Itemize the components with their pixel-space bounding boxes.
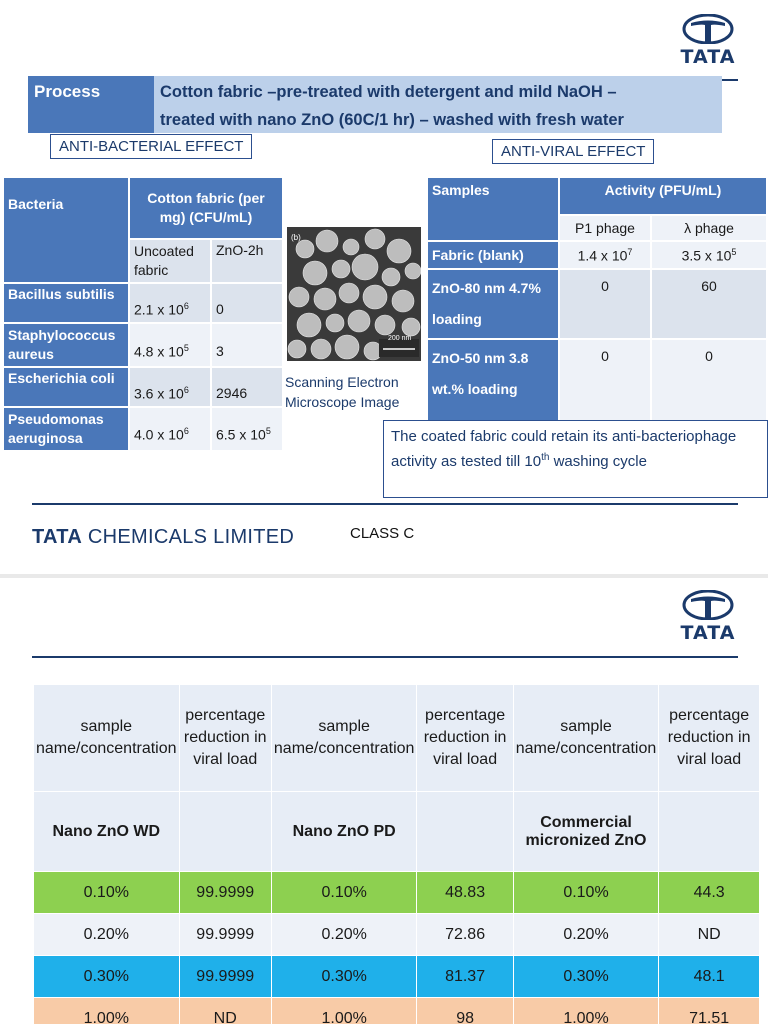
sample-name: Nano ZnO PD — [271, 792, 417, 872]
uncoated-value: 4.0 x $10^6$ — [129, 407, 211, 451]
table-row — [427, 241, 767, 269]
subheader-uncoated: Uncoated fabric — [129, 239, 211, 283]
company-name: TATA CHEMICALS LIMITED — [32, 526, 295, 548]
header-sample-3: sample name/concentration — [513, 685, 659, 792]
table-row — [3, 323, 283, 367]
process-description — [154, 76, 722, 133]
sample-names-row — [34, 792, 760, 872]
sem-image — [287, 227, 421, 361]
sample-name — [179, 792, 271, 872]
p1-value: 0 — [559, 269, 651, 339]
table-row — [3, 367, 283, 407]
process-label: Process — [28, 76, 154, 133]
table-cell: 99.9999 — [179, 956, 271, 998]
zno-value: 6.5 x $10^5$ — [211, 407, 283, 451]
tata-wordmark: TATA — [680, 46, 736, 68]
header-activity: Activity (PFU/mL) — [559, 177, 767, 215]
table-cell: 0.20% — [271, 914, 417, 956]
process-accent-line — [722, 79, 738, 81]
anti-bacterial-label: ANTI-BACTERIAL EFFECT — [50, 134, 252, 159]
tata-emblem-icon — [677, 14, 739, 44]
table-cell: 1.00% — [271, 998, 417, 1024]
table-row — [3, 283, 283, 323]
sample-name: Nano ZnO WD — [34, 792, 180, 872]
table-row — [34, 998, 760, 1024]
bacteria-name: Pseudomonas aeruginosa — [3, 407, 129, 451]
table-cell: 99.9999 — [179, 914, 271, 956]
sem-scale-bar: 200 nm — [388, 335, 412, 342]
header-row — [34, 685, 760, 792]
sem-tag: (b) — [291, 233, 301, 242]
header-samples: Samples — [427, 177, 559, 241]
table-row — [34, 914, 760, 956]
tata-logo — [677, 14, 739, 68]
bacteria-name: Bacillus subtilis — [3, 283, 129, 323]
table-row — [427, 269, 767, 339]
table-cell: 98 — [417, 998, 513, 1024]
viral-activity-table — [426, 176, 768, 428]
process-line-2: treated with nano ZnO (60C/1 hr) – washed with fresh water — [160, 111, 624, 129]
slide-viral-load-reduction — [0, 578, 768, 1024]
table-row — [34, 872, 760, 914]
zno-value: 0 — [211, 283, 283, 323]
p1-value: 1.4 x $10^7$ — [559, 241, 651, 269]
washing-cycle-note: The coated fabric could retain its anti-bacteriophage activity as tested till 10th washing cycle — [383, 420, 768, 498]
subheader-p1-phage: P1 phage — [559, 215, 651, 241]
bacteria-name: Escherichia coli — [3, 367, 129, 407]
table-cell: 99.9999 — [179, 872, 271, 914]
uncoated-value: 2.1 x $10^6$ — [129, 283, 211, 323]
table-cell: 0.10% — [34, 872, 180, 914]
table-cell: ND — [179, 998, 271, 1024]
table-row — [34, 956, 760, 998]
table-cell: 48.83 — [417, 872, 513, 914]
table-cell: 0.30% — [34, 956, 180, 998]
uncoated-value: 3.6 x $10^6$ — [129, 367, 211, 407]
table-cell: 0.30% — [513, 956, 659, 998]
sample-name — [417, 792, 513, 872]
sem-caption: Scanning Electron Microscope Image — [285, 374, 400, 410]
tata-logo — [677, 590, 739, 644]
header-divider — [32, 656, 738, 658]
lambda-value: 3.5 x $10^5$ — [651, 241, 767, 269]
header-cotton-fabric: Cotton fabric (per mg) (CFU/mL) — [129, 177, 283, 239]
tata-wordmark: TATA — [680, 622, 736, 644]
header-reduction-3: percentage reduction in viral load — [659, 685, 760, 792]
header-reduction-1: percentage reduction in viral load — [179, 685, 271, 792]
subheader-lambda-phage: λ phage — [651, 215, 767, 241]
sample-name: ZnO-50 nm 3.8 wt.% loading — [427, 339, 559, 427]
table-row — [427, 339, 767, 427]
anti-viral-label: ANTI-VIRAL EFFECT — [492, 139, 654, 164]
uncoated-value: 4.8 x $10^5$ — [129, 323, 211, 367]
table-cell: 71.51 — [659, 998, 760, 1024]
sample-name: Fabric (blank) — [427, 241, 559, 269]
header-sample-2: sample name/concentration — [271, 685, 417, 792]
footer-divider — [32, 503, 738, 505]
table-cell: 48.1 — [659, 956, 760, 998]
table-cell: 1.00% — [513, 998, 659, 1024]
header-sample-1: sample name/concentration — [34, 685, 180, 792]
table-cell: 1.00% — [34, 998, 180, 1024]
lambda-value: 60 — [651, 269, 767, 339]
lambda-value: 0 — [651, 339, 767, 427]
zno-value: 2946 — [211, 367, 283, 407]
table-cell: 81.37 — [417, 956, 513, 998]
header-bacteria: Bacteria — [3, 177, 129, 283]
viral-load-table — [33, 684, 760, 1024]
table-cell: ND — [659, 914, 760, 956]
table-cell: 0.20% — [34, 914, 180, 956]
zno-value: 3 — [211, 323, 283, 367]
table-cell: 0.10% — [513, 872, 659, 914]
classification-label: CLASS C — [350, 525, 415, 542]
bacteria-table — [2, 176, 284, 452]
table-cell: 0.10% — [271, 872, 417, 914]
sample-name — [659, 792, 760, 872]
sample-name: Commercial micronized ZnO — [513, 792, 659, 872]
table-cell: 0.20% — [513, 914, 659, 956]
sample-name: ZnO-80 nm 4.7% loading — [427, 269, 559, 339]
subheader-zno-2h: ZnO-2h — [211, 239, 283, 283]
table-row — [3, 407, 283, 451]
table-cell: 72.86 — [417, 914, 513, 956]
tata-emblem-icon — [677, 590, 739, 620]
process-line-1: Cotton fabric –pre-treated with detergent and mild NaOH – — [160, 83, 617, 101]
table-cell: 44.3 — [659, 872, 760, 914]
bacteria-name: Staphylococcus aureus — [3, 323, 129, 367]
table-cell: 0.30% — [271, 956, 417, 998]
p1-value: 0 — [559, 339, 651, 427]
header-reduction-2: percentage reduction in viral load — [417, 685, 513, 792]
